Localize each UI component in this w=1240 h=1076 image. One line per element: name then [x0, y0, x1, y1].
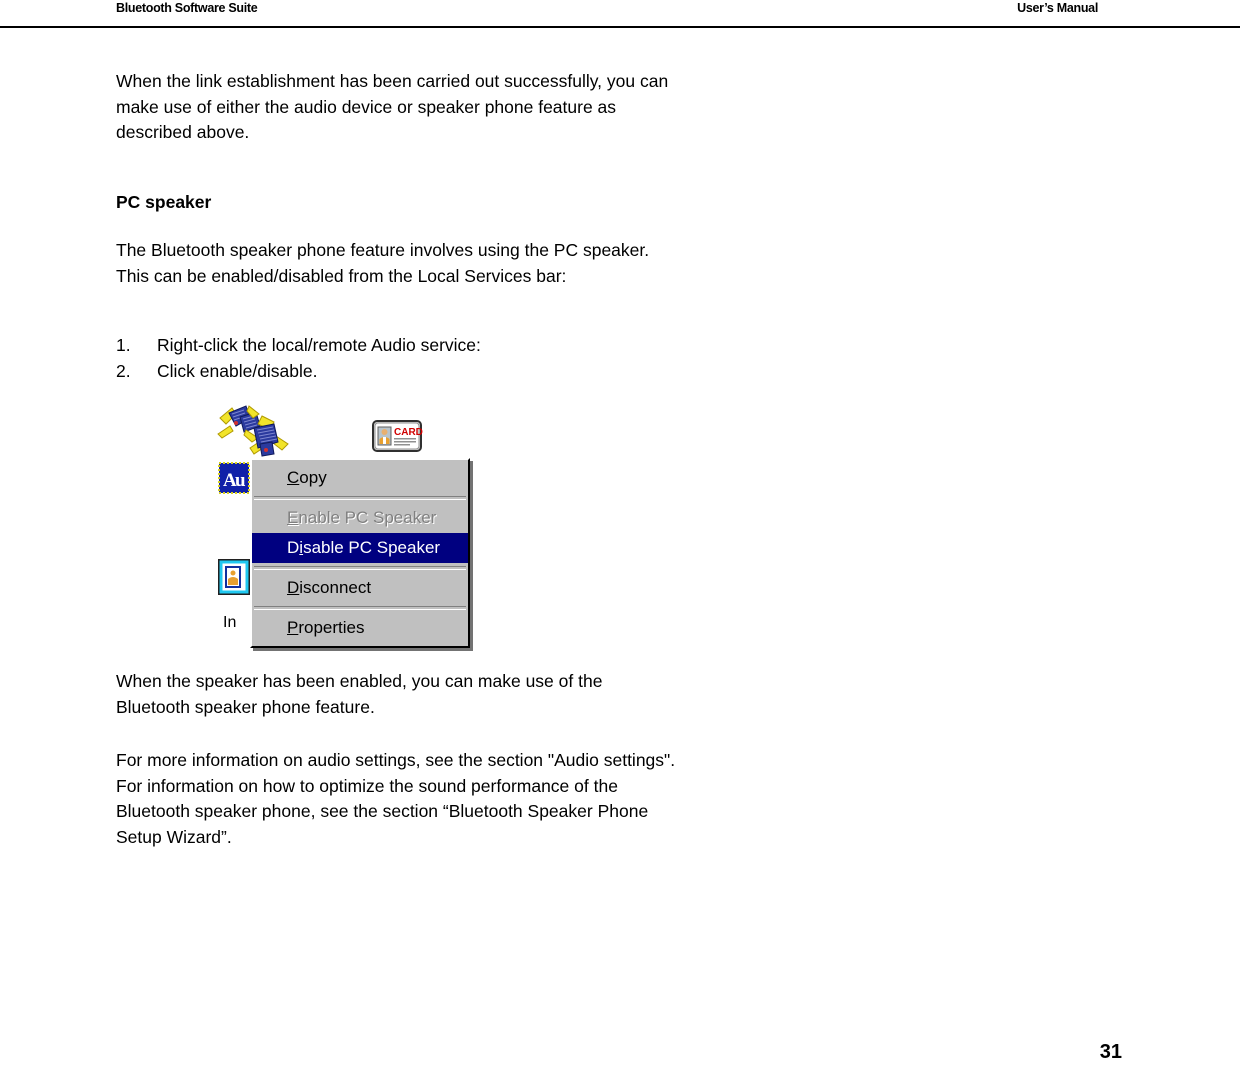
menu-item-properties-label: roperties — [298, 618, 365, 637]
menu-separator — [254, 606, 466, 610]
menu-item-disconnect[interactable]: Disconnect — [287, 578, 372, 597]
local-services-bar-screenshot — [216, 404, 486, 654]
step-text: Click enable/disable. — [157, 360, 318, 381]
menu-item-properties[interactable]: Properties — [287, 618, 365, 637]
page-header — [0, 0, 1240, 27]
feature-paragraph-block — [116, 238, 676, 289]
reference-paragraph-block — [116, 748, 676, 850]
inbox-service-label: In — [223, 614, 237, 631]
menu-separator — [254, 566, 466, 570]
svg-text:CARD: CARD — [394, 427, 423, 438]
steps-list — [116, 333, 676, 384]
after-figure-paragraph-block — [116, 669, 676, 720]
menu-item-enable-pc-speaker-label: nable PC Speaker — [298, 508, 437, 527]
context-menu[interactable] — [250, 458, 470, 648]
menu-item-copy[interactable]: Copy — [287, 468, 327, 487]
svg-text:u: u — [235, 470, 246, 491]
audio-service-icon[interactable] — [218, 462, 252, 501]
list-item — [116, 359, 676, 385]
header-right-title: User’s Manual — [1017, 1, 1098, 15]
header-divider — [0, 26, 1240, 28]
menu-item-copy-label: opy — [299, 468, 327, 487]
intro-paragraph: When the link establishment has been carried out successfully, you can make use of either the audio device or speaker phone feature as described above. — [116, 71, 669, 142]
step-number: 1. — [116, 335, 131, 355]
page-section-heading: PC speaker — [116, 192, 212, 212]
menu-item-enable-pc-speaker[interactable]: Enable PC Speaker — [287, 508, 437, 527]
business-card-icon — [371, 418, 423, 459]
intro-paragraph-block — [116, 69, 676, 146]
reference-paragraph: For more information on audio settings, see the section "Audio settings". For information on how to optimize the sound performance of the Bluetooth speaker phone, see the section “Bluetooth Speaker Phone Setup Wizard”. — [116, 750, 676, 847]
menu-item-disable-pc-speaker[interactable]: Disable PC Speaker — [252, 533, 468, 563]
feature-paragraph: The Bluetooth speaker phone feature involves using the PC speaker. This can be enabled/disabled from the Local Services bar: — [116, 240, 650, 286]
menu-item-disconnect-label: isconnect — [299, 578, 372, 597]
page-number: 31 — [1099, 1041, 1122, 1063]
step-text: Right-click the local/remote Audio service: — [157, 335, 481, 355]
header-left-title: Bluetooth Software Suite — [116, 1, 258, 15]
list-item — [116, 333, 676, 359]
section-heading-block — [116, 190, 676, 216]
svg-text:A: A — [223, 470, 237, 491]
menu-item-disable-pc-speaker-label: sable PC Speaker — [303, 538, 441, 557]
bluetooth-device-icon-2 — [244, 414, 290, 462]
step-number: 2. — [116, 360, 131, 381]
menu-separator — [254, 496, 466, 500]
inbox-service-icon[interactable] — [218, 559, 252, 604]
after-figure-paragraph: When the speaker has been enabled, you can make use of the Bluetooth speaker phone feature. — [116, 671, 603, 717]
